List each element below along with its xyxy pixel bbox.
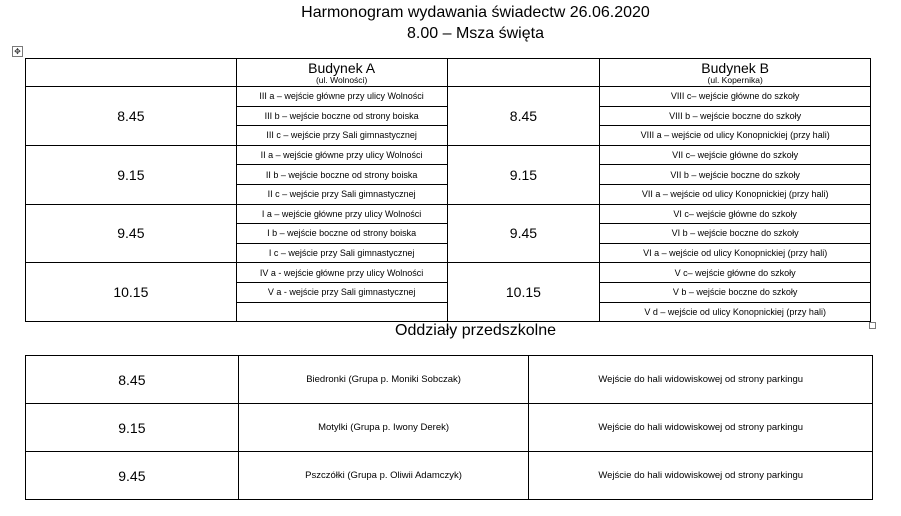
class-entry-a: I c – wejście przy Sali gimnastycznej	[236, 243, 447, 263]
table-resize-handle[interactable]	[869, 322, 876, 329]
preschool-entrance-cell: Wejście do hali widowiskowej od strony parkingu	[529, 404, 873, 452]
class-entry-b: VIII a – wejście od ulicy Konopnickiej (przy hali)	[600, 126, 871, 146]
preschool-heading: Oddziały przedszkolne	[395, 322, 556, 339]
header-empty-cell	[447, 59, 600, 87]
preschool-table	[25, 355, 873, 500]
time-cell-b: 9.45	[447, 204, 600, 263]
class-entry-b: V c– wejście główne do szkoły	[600, 263, 871, 283]
class-entry-b: V b – wejście boczne do szkoły	[600, 282, 871, 302]
class-entry-a	[236, 302, 447, 322]
header-empty-cell	[26, 59, 237, 87]
move-cross-icon[interactable]: ✥	[12, 46, 23, 57]
class-entry-a: II a – wejście główne przy ulicy Wolności	[236, 145, 447, 165]
building-a-header	[236, 59, 447, 87]
table-row	[26, 145, 871, 165]
preschool-time-cell: 8.45	[26, 356, 239, 404]
preschool-time-cell: 9.45	[26, 452, 239, 500]
table-row	[26, 404, 873, 452]
class-entry-a: I a – wejście główne przy ulicy Wolności	[236, 204, 447, 224]
class-entry-b: VIII c– wejście główne do szkoły	[600, 87, 871, 107]
class-entry-b: V d – wejście od ulicy Konopnickiej (przy hali)	[600, 302, 871, 322]
class-entry-b: VII a – wejście od ulicy Konopnickiej (przy hali)	[600, 184, 871, 204]
time-cell-a: 9.15	[26, 145, 237, 204]
class-entry-b: VI b – wejście boczne do szkoły	[600, 224, 871, 244]
preschool-group-cell: Pszczółki (Grupa p. Oliwii Adamczyk)	[238, 452, 529, 500]
table-row	[26, 87, 871, 107]
class-entry-a: III b – wejście boczne od strony boiska	[236, 106, 447, 126]
time-cell-a: 10.15	[26, 263, 237, 322]
class-entry-a: III a – wejście główne przy ulicy Wolności	[236, 87, 447, 107]
building-b-address: (ul. Kopernika)	[707, 74, 763, 85]
header-row	[26, 59, 871, 87]
schedule-table	[25, 58, 871, 322]
time-cell-b: 8.45	[447, 87, 600, 146]
table-row	[26, 452, 873, 500]
preschool-entrance-cell: Wejście do hali widowiskowej od strony parkingu	[529, 356, 873, 404]
time-cell-b: 9.15	[447, 145, 600, 204]
time-cell-a: 9.45	[26, 204, 237, 263]
class-entry-b: VI a – wejście od ulicy Konopnickiej (przy hali)	[600, 243, 871, 263]
table-row	[26, 356, 873, 404]
class-entry-b: VII c– wejście główne do szkoły	[600, 145, 871, 165]
document-subtitle: 8.00 – Msza święta	[407, 25, 544, 42]
class-entry-b: VI c– wejście główne do szkoły	[600, 204, 871, 224]
document-title: Harmonogram wydawania świadectw 26.06.2020	[301, 4, 650, 21]
preschool-entrance-cell: Wejście do hali widowiskowej od strony parkingu	[529, 452, 873, 500]
class-entry-b: VIII b – wejście boczne do szkoły	[600, 106, 871, 126]
class-entry-a: I b – wejście boczne od strony boiska	[236, 224, 447, 244]
class-entry-b: VII b – wejście boczne do szkoły	[600, 165, 871, 185]
time-cell-a: 8.45	[26, 87, 237, 146]
time-cell-b: 10.15	[447, 263, 600, 322]
table-row	[26, 204, 871, 224]
building-b-header	[600, 59, 871, 87]
building-a-name: Budynek A	[308, 59, 376, 76]
preschool-time-cell: 9.15	[26, 404, 239, 452]
class-entry-a: II b – wejście boczne od strony boiska	[236, 165, 447, 185]
building-a-address: (ul. Wolności)	[315, 74, 368, 85]
class-entry-a: III c – wejście przy Sali gimnastycznej	[236, 126, 447, 146]
class-entry-a: V a - wejście przy Sali gimnastycznej	[236, 282, 447, 302]
class-entry-a: IV a - wejście główne przy ulicy Wolności	[236, 263, 447, 283]
class-entry-a: II c – wejście przy Sali gimnastycznej	[236, 184, 447, 204]
preschool-group-cell: Motylki (Grupa p. Iwony Derek)	[238, 404, 529, 452]
preschool-group-cell: Biedronki (Grupa p. Moniki Sobczak)	[238, 356, 529, 404]
table-row	[26, 263, 871, 283]
building-b-name: Budynek B	[701, 59, 770, 76]
